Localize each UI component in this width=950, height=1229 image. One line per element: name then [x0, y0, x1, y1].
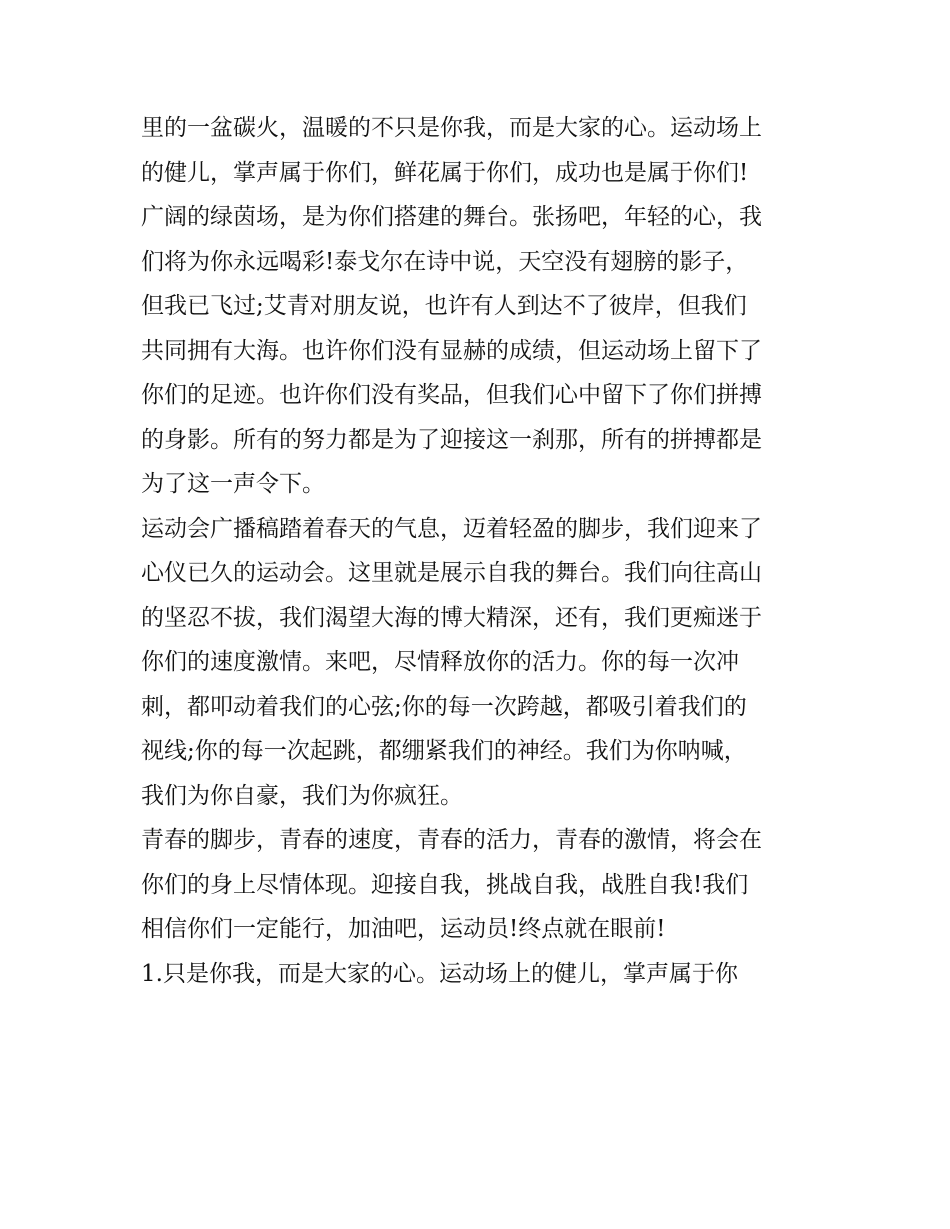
text-line: 1.只是你我，而是大家的心。运动场上的健儿，掌声属于你: [141, 960, 738, 987]
text-line: 运动会广播稿踏着春天的气息，迈着轻盈的脚步，我们迎来了: [141, 515, 762, 542]
text-line: 相信你们一定能行，加油吧，运动员!终点就在眼前!: [141, 916, 666, 942]
text-line: 你们的身上尽情体现。迎接自我，挑战自我，战胜自我!我们: [141, 871, 749, 898]
text-line: 但我已飞过;艾青对朋友说，也许有人到达不了彼岸，但我们: [141, 293, 747, 319]
text-line: 青春的脚步，青春的速度，青春的活力，青春的激情，将会在: [141, 827, 762, 853]
text-line: 你们的速度激情。来吧，尽情释放你的活力。你的每一次冲: [141, 649, 739, 675]
text-line: 们将为你永远喝彩!泰戈尔在诗中说，天空没有翅膀的影子，: [141, 248, 749, 275]
text-line: 的坚忍不拔，我们渴望大海的博大精深，还有，我们更痴迷于: [141, 604, 762, 631]
text-line: 的身影。所有的努力都是为了迎接这一刹那，所有的拼搏都是: [141, 426, 762, 453]
text-line: 共同拥有大海。也许你们没有显赫的成绩，但运动场上留下了: [141, 337, 762, 364]
text-line: 心仪已久的运动会。这里就是展示自我的舞台。我们向往高山: [141, 560, 762, 586]
text-line: 为了这一声令下。: [141, 471, 325, 497]
text-line: 里的一盆碳火，温暖的不只是你我，而是大家的心。运动场上: [141, 115, 762, 141]
text-line: 广阔的绿茵场，是为你们搭建的舞台。张扬吧，年轻的心，我: [141, 204, 762, 230]
text-line: 的健儿，掌声属于你们，鲜花属于你们，成功也是属于你们!: [141, 159, 749, 186]
text-line: 刺，都叩动着我们的心弦;你的每一次跨越，都吸引着我们的: [141, 693, 747, 720]
body-text: [141, 106, 821, 996]
text-line: 你们的足迹。也许你们没有奖品，但我们心中留下了你们拼搏: [141, 382, 762, 408]
text-line: 视线;你的每一次起跳，都绷紧我们的神经。我们为你呐喊，: [141, 738, 747, 764]
text-line: 我们为你自豪，我们为你疯狂。: [141, 782, 463, 809]
